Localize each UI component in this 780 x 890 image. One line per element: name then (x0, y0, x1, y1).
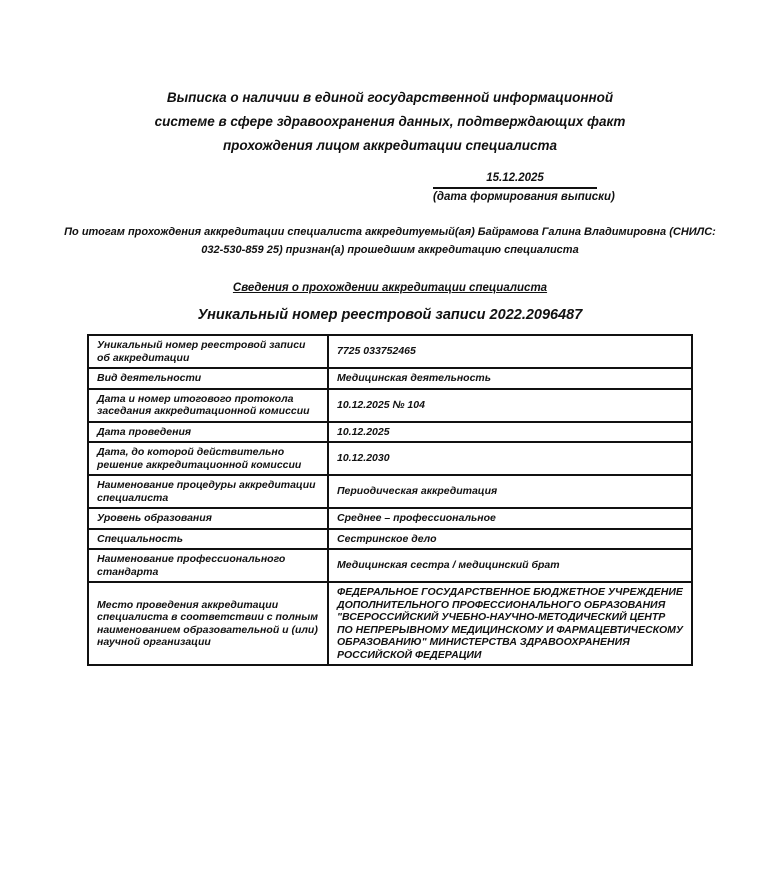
row-value: Периодическая аккредитация (328, 475, 692, 508)
table-row (88, 475, 692, 508)
row-value: Медицинская сестра / медицинский брат (328, 549, 692, 582)
document-title-line-2: системе в сфере здравоохранения данных, подтверждающих факт (154, 114, 626, 129)
formation-date: 15.12.2025 (433, 171, 597, 189)
document-title (110, 86, 670, 158)
row-value: 10.12.2030 (328, 442, 692, 475)
section-heading: Сведения о прохождении аккредитации специалиста (232, 282, 548, 294)
table-row (88, 442, 692, 475)
row-label: Уровень образования (88, 508, 328, 529)
row-value: 10.12.2025 № 104 (328, 389, 692, 422)
formation-date-block (433, 171, 615, 204)
row-value: Сестринское дело (328, 529, 692, 550)
table-row (88, 582, 692, 665)
row-label: Дата и номер итогового протокола заседания аккредитационной комиссии (88, 389, 328, 422)
accreditation-table-body (88, 335, 692, 665)
table-row (88, 529, 692, 550)
registry-number-heading: Уникальный номер реестровой записи 2022.2096487 (197, 307, 583, 323)
table-row (88, 508, 692, 529)
row-label: Место проведения аккредитации специалиста в соответствии с полным наименованием образовательной и (или) научной организации (88, 582, 328, 665)
table-row (88, 422, 692, 443)
row-label: Наименование процедуры аккредитации специалиста (88, 475, 328, 508)
row-value: ФЕДЕРАЛЬНОЕ ГОСУДАРСТВЕННОЕ БЮДЖЕТНОЕ УЧРЕЖДЕНИЕ ДОПОЛНИТЕЛЬНОГО ПРОФЕССИОНАЛЬНОГО ОБРАЗОВАНИЯ "ВСЕРОССИЙСКИЙ УЧЕБНО-НАУЧНО-МЕТОДИЧЕСКИЙ ЦЕНТР ПО НЕПРЕРЫВНОМУ МЕДИЦИНСКОМУ И ФАРМАЦЕВТИЧЕСКОМУ ОБРАЗОВАНИЮ" МИНИСТЕРСТВА ЗДРАВООХРАНЕНИЯ РОССИЙСКОЙ ФЕДЕРАЦИИ (328, 582, 692, 665)
table-row (88, 549, 692, 582)
intro-line-2: 032-530-859 25) признан(а) прошедшим аккредитацию специалиста (201, 244, 579, 256)
intro-paragraph (50, 223, 730, 259)
row-label: Специальность (88, 529, 328, 550)
document-title-line-3: прохождения лицом аккредитации специалиста (222, 138, 558, 153)
row-label: Дата, до которой действительно решение аккредитационной комиссии (88, 442, 328, 475)
intro-line-1: По итогам прохождения аккредитации специалиста аккредитуемый(ая) Байрамова Галина Владимировна (СНИЛС: (64, 226, 716, 238)
row-value: Среднее – профессиональное (328, 508, 692, 529)
table-row (88, 368, 692, 389)
row-value: Медицинская деятельность (328, 368, 692, 389)
row-value: 7725 033752465 (328, 335, 692, 368)
formation-date-caption: (дата формирования выписки) (433, 191, 615, 203)
row-label: Наименование профессионального стандарта (88, 549, 328, 582)
row-label: Уникальный номер реестровой записи об аккредитации (88, 335, 328, 368)
row-label: Вид деятельности (88, 368, 328, 389)
accreditation-table (87, 334, 693, 666)
row-value: 10.12.2025 (328, 422, 692, 443)
table-row (88, 335, 692, 368)
row-label: Дата проведения (88, 422, 328, 443)
table-row (88, 389, 692, 422)
document-title-line-1: Выписка о наличии в единой государственной информационной (166, 90, 614, 105)
